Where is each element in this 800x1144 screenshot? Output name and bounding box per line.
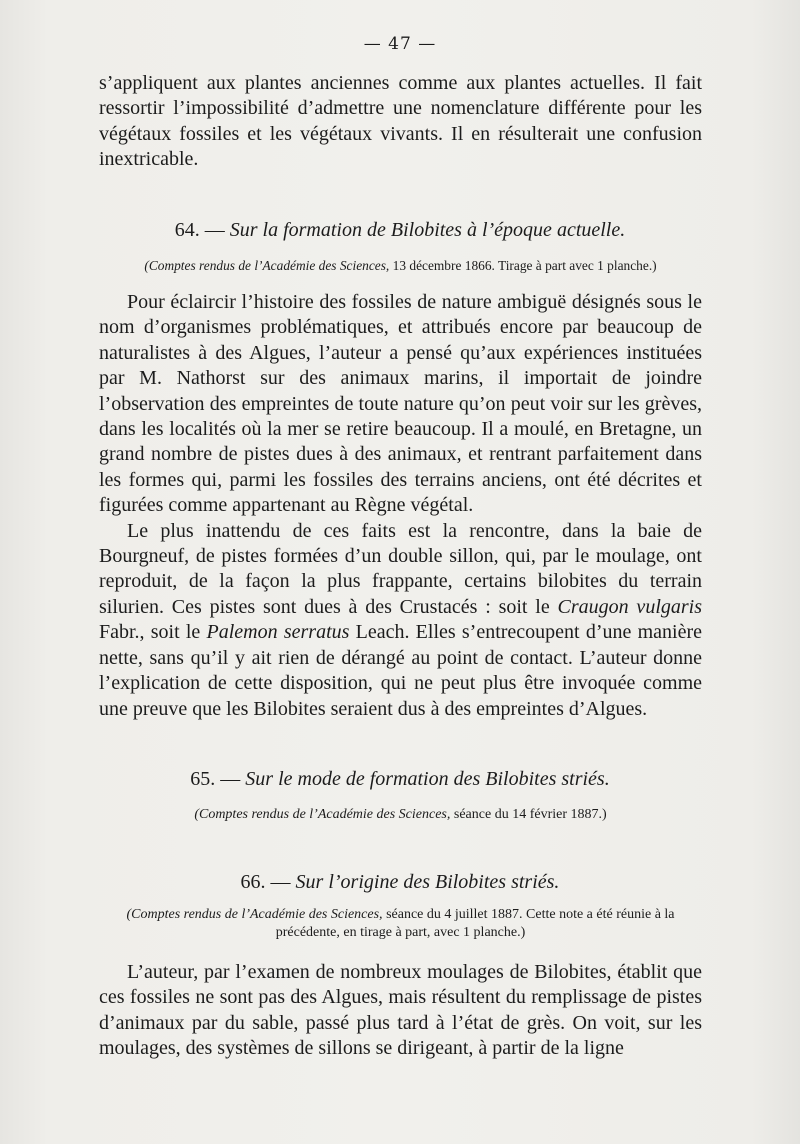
section-65-ref-journal: (Comptes rendus de l’Académie des Sciences, [194,807,451,822]
section-65-number: 65. — [190,768,246,790]
section-66-ref-journal: (Comptes rendus de l’Académie des Sciences, [126,907,383,922]
section-65-heading [0,768,800,791]
section-64-heading [0,219,800,242]
section-66-heading [0,871,800,894]
intro-paragraph-block [99,71,702,173]
section-66-paragraph-1: L’auteur, par l’examen de nombreux moulages de Bilobites, établit que ces fossiles ne sont pas des Algues, mais résultent du remplissage de pistes d’animaux par du sable, passé plus tard à l’état de grès. On voit, sur les moulages, des systèmes de sillons se dirigeant, à partir de la ligne [99,961,702,1060]
section-65-title: Sur le mode de formation des Bilobites striés. [245,768,610,790]
section-66-body [99,960,702,1062]
section-64-number: 64. — [174,219,230,241]
species-palemon-serratus: Palemon serratus [206,621,350,644]
species-craugon-vulgaris: Craugon vulgaris [557,595,702,618]
section-66-reference [99,906,702,942]
section-66-number: 66. — [240,871,296,893]
section-65-reference [99,806,702,824]
section-64-ref-journal: (Comptes rendus de l’Académie des Sciences, [144,258,390,273]
section-64-paragraph-1: Pour éclaircir l’histoire des fossiles de nature ambiguë désignés sous le nom d’organismes problématiques, et attribués encore par beaucoup de naturalistes à des Algues, l’auteur a pensé qu’aux expériences instituées par M. Nathorst sur des animaux marins, il importait de joindre l’observation des empreintes de toute nature qu’on peut voir sur les grèves, dans les localités où la mer se retire beaucoup. Il a moulé, en Bretagne, un grand nombre de pistes dues à des animaux, et rentrant parfaitement dans les formes qui, parmi les fossiles des terrains anciens, ont été décrites et figurées comme appartenant au Règne végétal. [99,291,702,517]
section-66-ref-details: séance du 4 juillet 1887. Cette note a été réunie à la précédente, en tirage à part, avec 1 planche.) [275,907,675,940]
section-64-paragraph-2 [99,519,702,722]
section-64-title: Sur la formation de Bilobites à l’époque actuelle. [229,219,626,241]
section-64-para2-part-a: Le plus inattendu de ces faits est la rencontre, dans la baie de Bourgneuf, de pistes formées d’un double sillon, qui, par le moulage, ont reproduit, de la façon la plus frappante, certains bilobites du terrain silurien. Ces pistes sont dues à des Crustacés : soit le [99,519,702,618]
intro-paragraph: s’appliquent aux plantes anciennes comme aux plantes actuelles. Il fait ressortir l’impossibilité d’admettre une nomenclature différente pour les végétaux fossiles et les végétaux vivants. Il en résulterait une confusion inextricable. [99,72,702,171]
section-64-para2-part-b: Fabr., soit le [99,621,207,644]
section-64-body [99,290,702,722]
section-66-title: Sur l’origine des Bilobites striés. [295,871,560,893]
section-65-ref-details: séance du 14 février 1887.) [450,807,607,822]
section-64-ref-details: 13 décembre 1866. Tirage à part avec 1 planche.) [389,258,657,273]
section-64-reference [95,257,706,275]
page-number: — 47 — [363,34,437,54]
section-64-para2-part-c: Leach. Elles s’entrecoupent d’une manière nette, sans qu’il y ait rien de dérangé au point de contact. L’auteur donne l’explication de cette disposition, qui ne peut plus être invoquée comme une preuve que les Bilobites seraient dus à des empreintes d’Algues. [99,621,702,720]
